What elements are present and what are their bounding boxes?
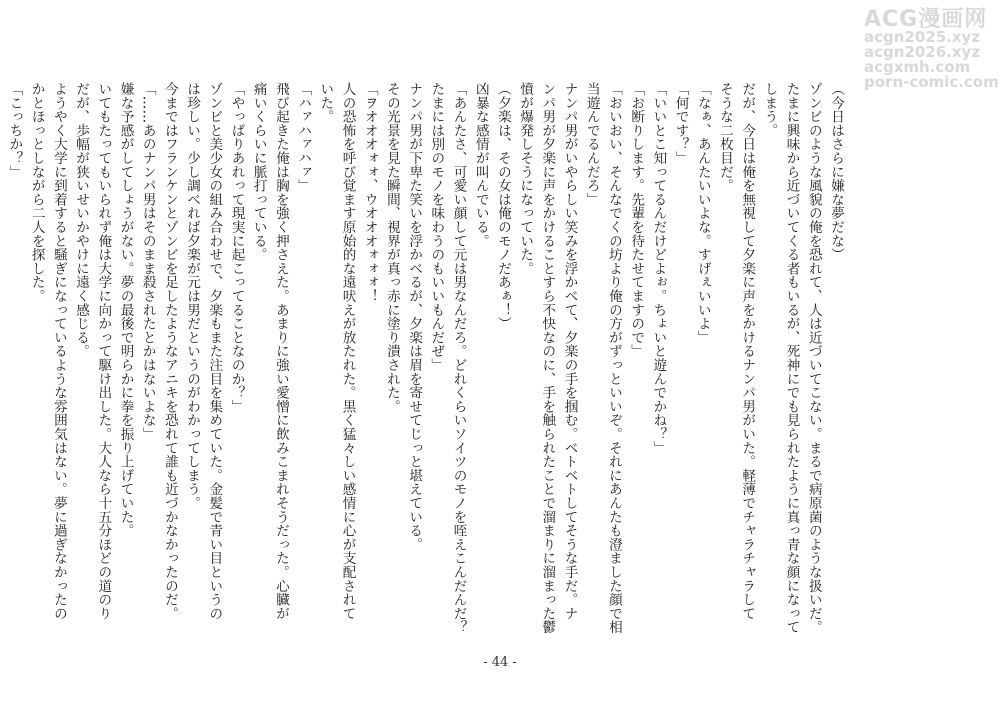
text-line: いてもたってもいられず俺は大学に向かって駆け出した。大人なら十五分ほどの道のり (95, 82, 112, 621)
text-line: 「こっちか？」 (6, 82, 23, 179)
text-line: 飛び起きた俺は胸を強く押さえた。あまりに強い愛憎に飲みこまれそうだった。心臓が (272, 82, 289, 621)
watermark-line: acgn2025.xyz (864, 28, 981, 46)
text-line: たまには別のモノを味わうのもいいもんだぜ」 (428, 82, 445, 372)
text-line: 今まではフランケンとゾンビを足したようなアニキを恐れて誰も近づかなかったのだ。 (161, 82, 178, 621)
text-line: だが、今日は俺を無視して夕楽に声をかけるナンパ男がいた。軽薄でチャラチャラして (739, 82, 756, 621)
text-line: その光景を見た瞬間、視界が真っ赤に塗り潰された。 (383, 82, 400, 414)
watermark-line: acgn2026.xyz (864, 43, 981, 61)
text-line: 「おいおい、そんなでくの坊より俺の方がずっといいぞ。それにあんたも澄ました顔で相 (605, 82, 622, 634)
text-line: だが、歩幅が狭いせいかやけに遠く感じる。 (73, 82, 90, 358)
text-line: 「ヲオオオォォ、ウオオオォォォ！ (361, 82, 378, 303)
text-line: しまう。 (761, 82, 778, 138)
watermark (850, 0, 1000, 92)
body-text (6, 82, 847, 647)
text-line: 人の恐怖を呼び覚ます原始的な遠吠えが放たれた。黒く猛々しい感情に心が支配されて (339, 82, 356, 621)
watermark-logo: ACG漫画网 (864, 7, 988, 32)
text-line: そうな二枚目だ。 (716, 82, 733, 193)
text-line: 「やっぱりあれって現実に起こってることなのか？」 (228, 82, 245, 414)
text-line: 「……あのナンパ男はそのまま殺されたとかはないよな」 (139, 82, 156, 441)
text-line: 「何です？」 (672, 82, 689, 165)
text-line: ゾンビと美少女の組み合わせで、夕楽もまた注目を集めていた。金髪で青い目というの (206, 82, 223, 621)
text-line: 「ハァハァハァ」 (295, 82, 312, 193)
page-number: - 44 - (483, 655, 517, 670)
text-line: たまに興味から近づいてくる者もいるが、死神にでも見られたように真っ青な顔になって (783, 82, 800, 634)
text-line: 「あんたさ、可愛い顔して元は男なんだろ。どれくらいソイツのモノを咥えこんだんだ？ (450, 82, 467, 634)
text-line: ゾンビのような風貌の俺を恐れて、人は近づいてこない。まるで病原菌のような扱いだ。 (805, 82, 822, 634)
text-line: 痛いくらいに脈打っている。 (250, 82, 267, 262)
text-line: かとほっとしながら二人を探した。 (28, 82, 45, 303)
text-line: 「なぁ、あんたいいよな。すげぇいいよ」 (694, 82, 711, 345)
text-line: 凶暴な感情が叫んでいる。 (472, 82, 489, 248)
text-line: （夕楽は、その女は俺のモノだあぁ！） (494, 82, 511, 331)
text-line: 「いいとこ知ってるんだけどよぉ。ちょいと遊んでかね？」 (650, 82, 667, 455)
watermark-line: porn-comic.com (864, 73, 999, 91)
text-line: ナンパ男が下卑た笑いを浮かべるが、夕楽は眉を寄せてじっと堪えている。 (406, 82, 423, 552)
text-line: は珍しい。少し調べれば夕楽が元は男だというのがわかってしまう。 (184, 82, 201, 510)
text-line: （今日はさらに嫌な夢だな） (828, 82, 844, 262)
text-line: 当遊んでるんだろ」 (583, 82, 600, 207)
text-line: ようやく大学に到着すると騒ぎになっているような雰囲気はない。夢に過ぎなかったの (50, 82, 67, 621)
text-line: ナンパ男がいやらしい笑みを浮かべて、夕楽の手を掴む。ベトベトしてそうな手だ。ナ (561, 82, 578, 621)
text-line: ンパ男が夕楽に声をかけることすら不快なのに、手を触られたことで溜まりに溜まった鬱 (539, 82, 556, 634)
text-line: いた。 (317, 82, 334, 124)
text-line: 「お断りします。先輩を待たせてますので」 (628, 82, 645, 358)
watermark-line: acgxmh.com (864, 58, 971, 76)
text-line: 嫌な予感がしてしょうがない。夢の最後で明らかに拳を振り上げていた。 (117, 82, 134, 538)
text-line: 憤が爆発しそうになっていた。 (517, 82, 534, 276)
